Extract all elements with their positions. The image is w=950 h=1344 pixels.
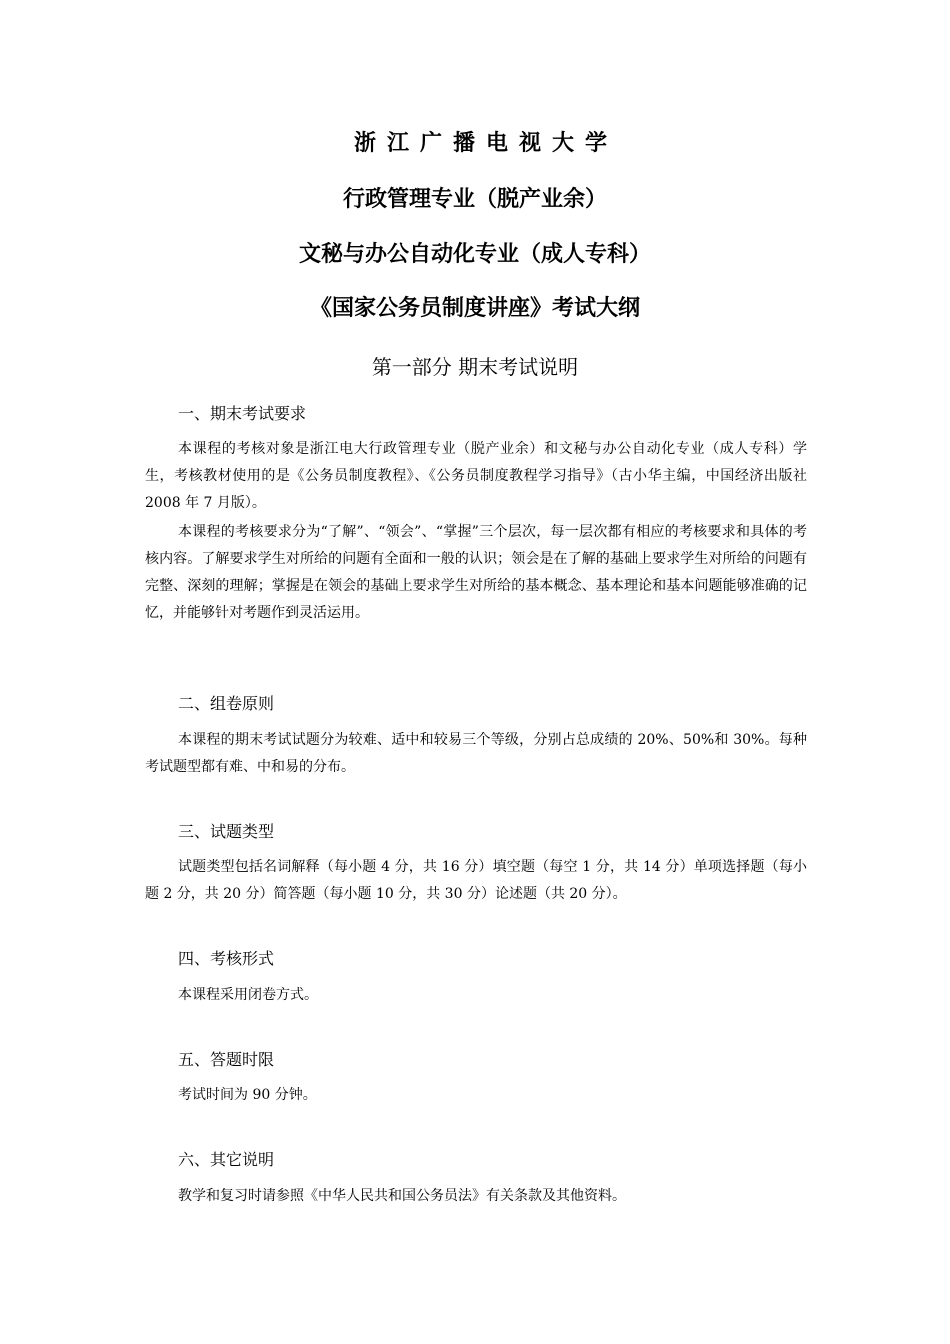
section-heading-2: 二、组卷原则 [178, 694, 275, 713]
section-1-paragraph-2: 本课程的考核要求分为“了解”、“领会”、“掌握”三个层次，每一层次都有相应的考核要求和具体的考核内容。了解要求学生对所给的问题有全面和一般的认识；领会是在了解的基础上要求学生对所给的问题有完整、深刻的理解；掌握是在领会的基础上要求学生对所给的基本概念、基本理论和基本问题能够准确的记忆，并能够针对考题作到灵活运用。 [145, 524, 807, 621]
section-heading-3: 三、试题类型 [178, 822, 275, 841]
section-heading-6: 六、其它说明 [178, 1150, 275, 1169]
section-1-paragraph-1: 本课程的考核对象是浙江电大行政管理专业（脱产业余）和文秘与办公自动化专业（成人专科）学生，考核教材使用的是《公务员制度教程》、《公务员制度教程学习指导》（古小华主编，中国经济出版社 2008 年 7 月版）。 [145, 441, 807, 511]
section-heading-5: 五、答题时限 [178, 1050, 275, 1069]
university-title: 浙江广播电视大学 [353, 131, 618, 156]
section-3-paragraph-1: 试题类型包括名词解释（每小题 4 分，共 16 分）填空题（每空 1 分，共 14 分）单项选择题（每小题 2 分，共 20 分）简答题（每小题 10 分，共 30 分）论述题（共 20 分）。 [145, 859, 807, 902]
part-title: 第一部分 期末考试说明 [371, 355, 579, 379]
section-heading-4: 四、考核形式 [178, 949, 275, 968]
outline-title: 《国家公务员制度讲座》考试大纲 [309, 296, 640, 321]
section-4-paragraph-1: 本课程采用闭卷方式。 [178, 987, 318, 1003]
section-2-paragraph-1: 本课程的期末考试试题分为较难、适中和较易三个等级，分别占总成绩的 20%、50%和 30%。每种考试题型都有难、中和易的分布。 [145, 732, 807, 775]
section-heading-1: 一、期末考试要求 [178, 404, 307, 423]
section-5-paragraph-1: 考试时间为 90 分钟。 [178, 1087, 317, 1103]
major-title-2: 文秘与办公自动化专业（成人专科） [298, 242, 651, 267]
section-6-paragraph-1: 教学和复习时请参照《中华人民共和国公务员法》有关条款及其他资料。 [178, 1188, 626, 1204]
major-title-1: 行政管理专业（脱产业余） [342, 187, 607, 212]
